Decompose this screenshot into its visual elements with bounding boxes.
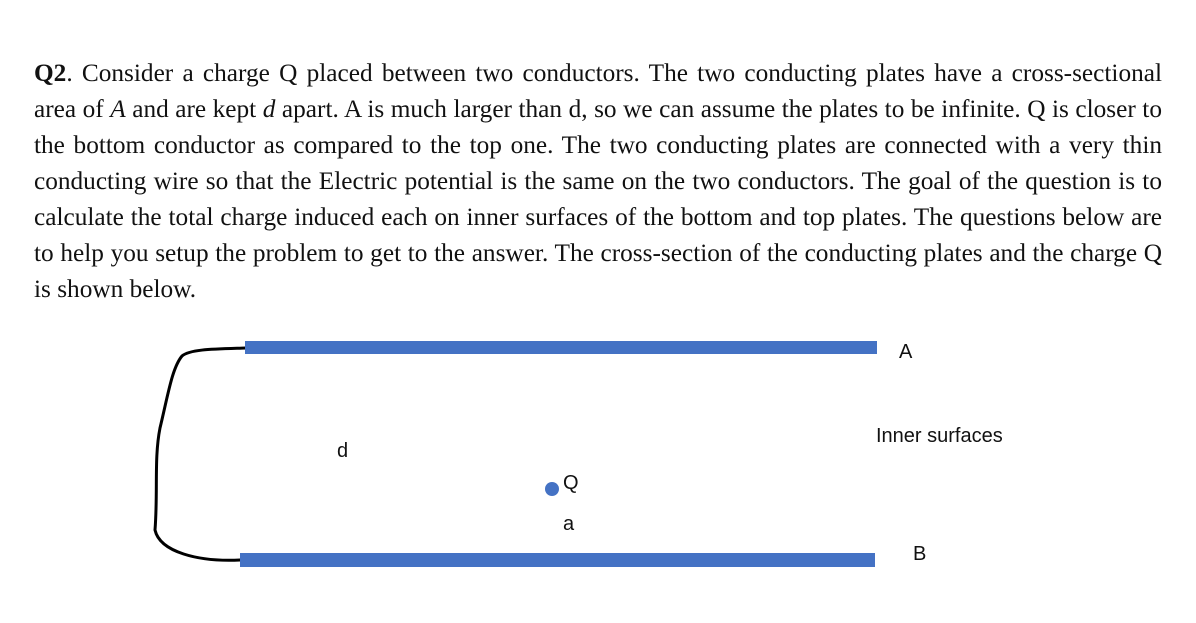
charge-label: Q [563, 472, 579, 494]
distance-symbol: d [262, 95, 276, 123]
connecting-wire [155, 348, 246, 560]
point-charge [545, 482, 559, 496]
question-text-part-2: and are kept [125, 95, 263, 123]
separation-label: d [337, 440, 349, 462]
question-number: Q2 [34, 59, 67, 87]
top-plate [245, 341, 877, 354]
plate-a-label: A [899, 341, 913, 363]
question-text-part-3: apart. A is much larger than d, so we can assume the plates to be infinite. Q is closer to the bottom conductor as compared to the top one. The two conducting plates are connected with a very thin conducting wire so that the Electric potential is the same on the two conductors. The goal of the question is to calculate the total charge induced each on inner surfaces of the bottom and top plates. The questions below are to help you setup the problem to get to the answer. The cross-section of the conducting plates and the charge Q is shown below. [34, 95, 1162, 303]
plate-b-label: B [913, 543, 927, 565]
inner-surfaces-label: Inner surfaces [876, 425, 1003, 447]
charge-distance-label: a [563, 513, 575, 535]
area-symbol: A [110, 95, 126, 123]
bottom-plate [240, 553, 875, 567]
question-text-part-1: . Consider a charge Q placed between two conductors. The two conducting plates have a cross-sectional area of [34, 59, 1162, 123]
